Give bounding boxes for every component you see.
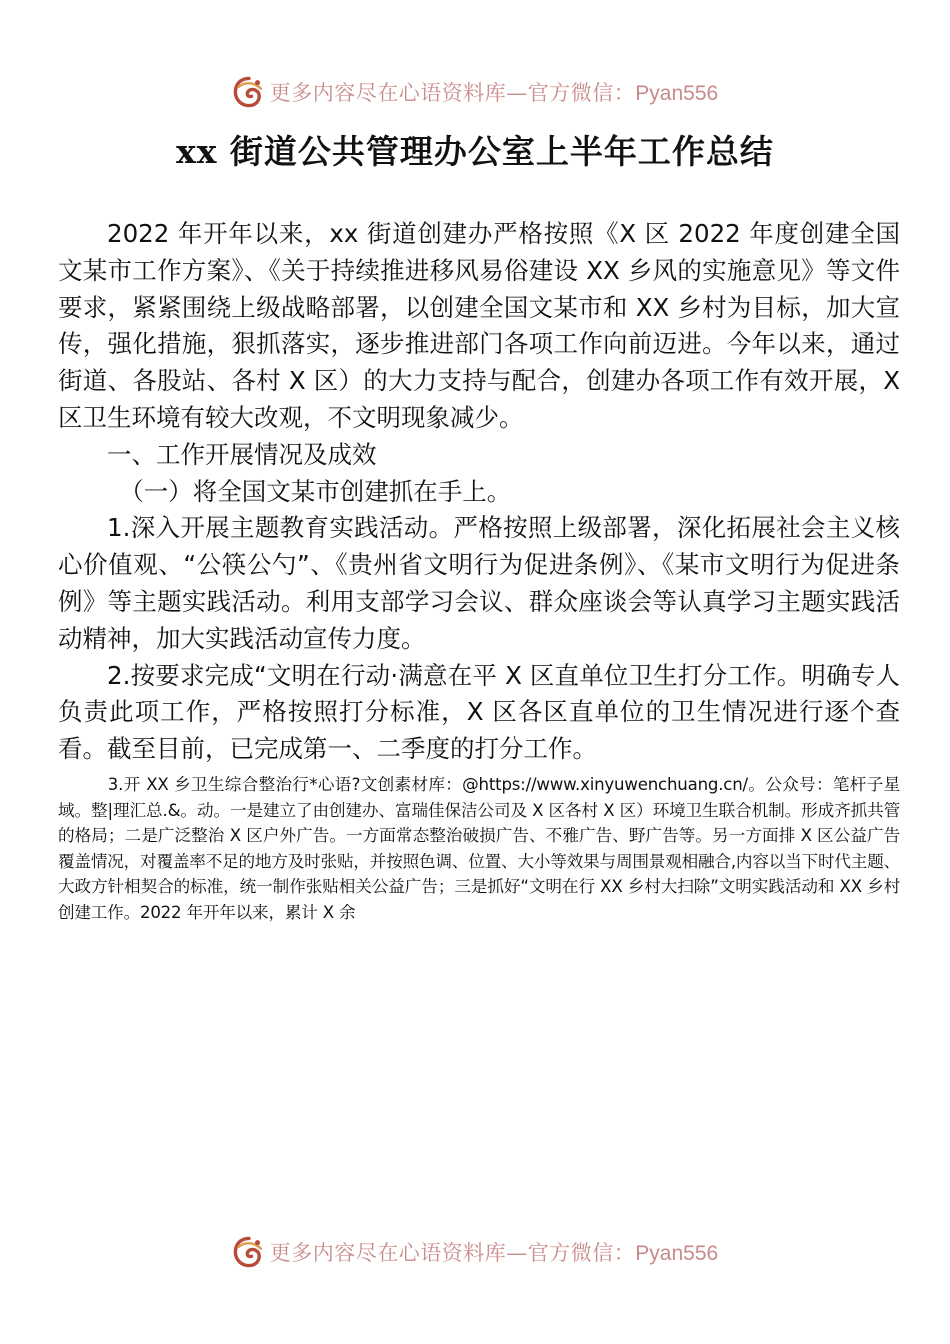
subsection-heading: （一）将全国文某市创建抓在手上。 — [119, 476, 512, 506]
watermark-text-en: Pyan556 — [635, 82, 719, 105]
document-title: xx 街道公共管理办公室上半年工作总结 — [176, 132, 774, 171]
section-heading: 一、工作开展情况及成效 — [107, 439, 377, 469]
paragraph-item-1: 1.深入开展主题教育实践活动。严格按照上级部署，深化拓展社会主义核心价值观、“公筷公勺”、《贵州省文明行为促进条例》、《某市文明行为促进条例》等主题实践活动。利用支部学习会议、群众座谈会等认真学习主题实践活动精神，加大实践活动宣传力度。 — [58, 513, 900, 653]
paragraph-item-3: 3.开 XX 乡卫生综合整治行*心语?文创素材库：@https://www.xinyuwenchuang.cn/。公众号：笔杆子星域。整|理汇总.&。动。一是建立了由创建办、富瑞佳保洁公司及 X 区各村 X 区）环境卫生联合机制。形成齐抓共管的格局；二是广泛整治 X 区户外广告。一方面常态整治破损广告、不雅广告、野广告等。另一方面排 X 区公益广告覆盖情况，对覆盖率不足的地方及时张贴，并按照色调、位置、大小等效果与周围景观相融合,内容以当下时代主题、大政方针相契合的标准，统一制作张贴相关公益广告；三是抓好“文明在行 XX 乡村大扫除”文明实践活动和 XX 乡村创建工作。2022 年开年以来，累计 X 余 — [58, 774, 901, 922]
paragraph-item-2: 2.按要求完成“文明在行动·满意在平 X 区直单位卫生打分工作。明确专人负责此项工作，严格按照打分标准，X 区各区直单位的卫生情况进行逐个查看。截至目前，已完成第一、二季度的打分工作。 — [58, 660, 900, 764]
watermark-footer — [0, 1232, 950, 1272]
watermark-header — [0, 72, 950, 112]
watermark-text — [270, 77, 718, 107]
watermark-text — [270, 1237, 718, 1267]
watermark-text-cn: 更多内容尽在心语资料库—官方微信： — [269, 81, 636, 105]
watermark-text-en: Pyan556 — [635, 1242, 719, 1265]
swirl-logo-icon — [232, 75, 266, 109]
watermark-text-cn: 更多内容尽在心语资料库—官方微信： — [269, 1241, 636, 1265]
document-body — [58, 216, 900, 926]
swirl-logo-icon — [232, 1235, 266, 1269]
paragraph-intro: 2022 年开年以来，xx 街道创建办严格按照《X 区 2022 年度创建全国文某市工作方案》、《关于持续推进移风易俗建设 XX 乡风的实施意见》等文件要求，紧紧围绕上级战略部署，以创建全国文某市和 XX 乡村为目标，加大宣传，强化措施，狠抓落实，逐步推进部门各项工作向前迈进。今年以来，通过街道、各股站、各村 X 区）的大力支持与配合，创建办各项工作有效开展，X 区卫生环境有较大改观，不文明现象减少。 — [58, 219, 900, 432]
